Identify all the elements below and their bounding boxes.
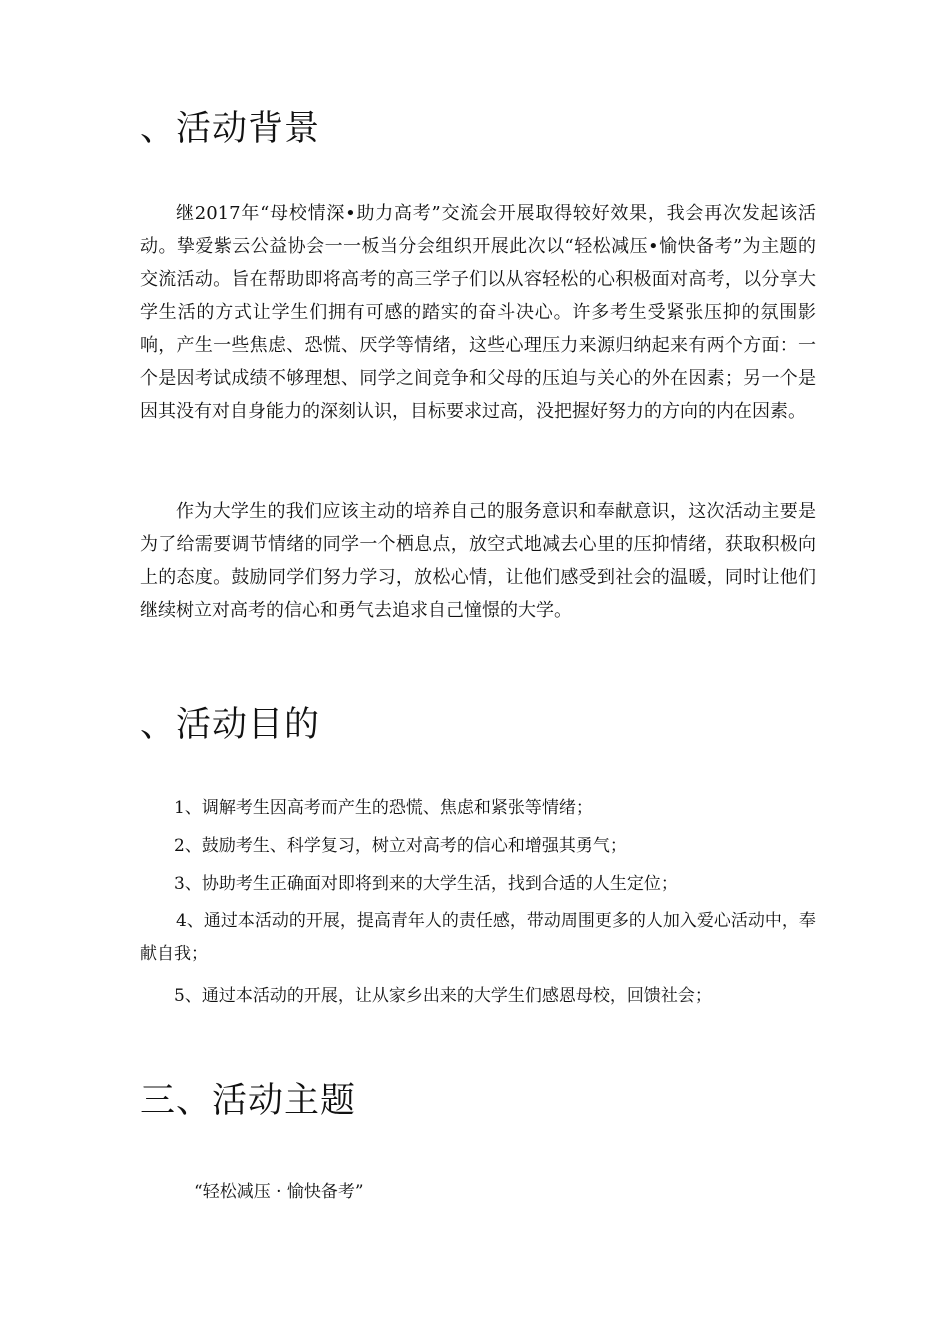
purpose-item-3: 3、协助考生正确面对即将到来的大学生活，找到合适的人生定位； (174, 874, 678, 894)
background-paragraph-2: 作为大学生的我们应该主动的培养自己的服务意识和奉献意识，这次活动主要是为了给需要调节情绪的同学一个栖息点，放空式地减去心里的压抑情绪，获取积极向上的态度。鼓励同学们努力学习，放松心情，让他们感受到社会的温暖，同时让他们继续树立对高考的信心和勇气去追求自己憧憬的大学。 (140, 501, 816, 621)
purpose-item-5: 5、通过本活动的开展，让从家乡出来的大学生们感恩母校，回馈社会； (174, 986, 712, 1006)
purpose-item-1: 1、调解考生因高考而产生的恐慌、焦虑和紧张等情绪； (174, 798, 593, 818)
theme-text: “轻松减压 · 愉快备考” (194, 1182, 364, 1202)
background-paragraph-1: 继2017年“母校情深•助力高考”交流会开展取得较好效果，我会再次发起该活动。挚爱紫云公益协会一一板当分会组织开展此次以“轻松减压•愉快备考”为主题的交流活动。旨在帮助即将高考的高三学子们以从容轻松的心积极面对高考，以分享大学生活的方式让学生们拥有可感的踏实的奋斗决心。许多考生受紧张压抑的氛围影响，产生一些焦虑、恐慌、厌学等情绪，这些心理压力来源归纳起来有两个方面：一个是因考试成绩不够理想、同学之间竞争和父母的压迫与关心的外在因素；另一个是因其没有对自身能力的深刻认识，目标要求过高，没把握好努力的方向的内在因素。 (140, 203, 816, 422)
section-heading-theme: 三、活动主题 (140, 1081, 357, 1121)
purpose-item-2: 2、鼓励考生、科学复习，树立对高考的信心和增强其勇气； (174, 836, 627, 856)
purpose-item-4: 4、通过本活动的开展，提高青年人的责任感，带动周围更多的人加入爱心活动中，奉献自我； (140, 911, 816, 964)
section-heading-background: 、活动背景 (140, 109, 321, 149)
section-heading-purpose: 、活动目的 (140, 705, 321, 745)
